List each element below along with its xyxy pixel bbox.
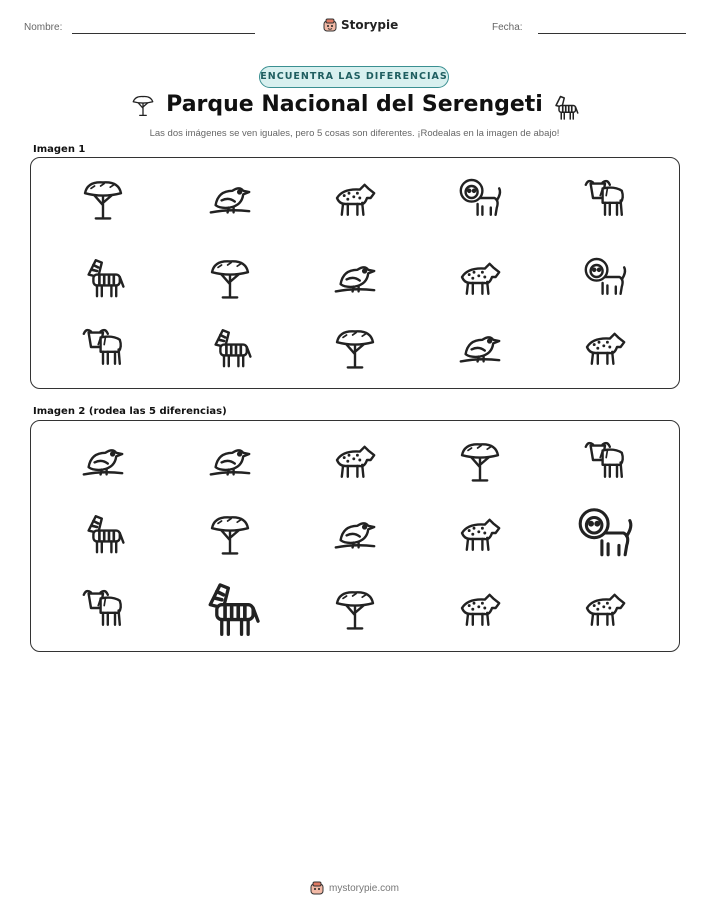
image2-hyena-icon[interactable]	[456, 584, 504, 632]
image2-hyena-icon[interactable]	[581, 584, 629, 632]
image2-hyena-icon[interactable]	[331, 436, 379, 484]
image1-lion-icon	[581, 253, 629, 301]
header	[0, 18, 709, 38]
image1-zebra-icon	[79, 253, 127, 301]
image1-bird-icon	[456, 323, 504, 371]
storypie-mascot-icon	[310, 881, 324, 895]
image2-bird-icon[interactable]	[206, 436, 254, 484]
name-field[interactable]	[72, 33, 255, 34]
image2-zebra-icon[interactable]	[79, 509, 127, 557]
footer-site: mystorypie.com	[328, 882, 399, 894]
image2-bird-icon[interactable]	[331, 509, 379, 557]
brand-logo	[323, 18, 398, 32]
image1-lion-icon	[456, 174, 504, 222]
image1-label: Imagen 1	[33, 144, 86, 155]
image2-zebra-icon[interactable]	[197, 575, 263, 641]
instructions: Las dos imágenes se ven iguales, pero 5 cosas son diferentes. ¡Rodealas en la imagen de abajo!	[149, 128, 560, 139]
image2-panel[interactable]	[30, 420, 680, 652]
image1-tree-icon	[331, 323, 379, 371]
name-label: Nombre:	[24, 22, 63, 33]
footer	[0, 881, 709, 895]
image2-wildebeest-icon[interactable]	[79, 584, 127, 632]
page-title: Parque Nacional del Serengeti	[166, 92, 543, 117]
date-label: Fecha:	[492, 22, 523, 33]
image1-wildebeest-icon	[581, 174, 629, 222]
image1-wildebeest-icon	[79, 323, 127, 371]
image1-bird-icon	[331, 253, 379, 301]
image1-tree-icon	[206, 253, 254, 301]
image1-zebra-icon	[206, 323, 254, 371]
image1-panel	[30, 157, 680, 389]
image1-tree-icon	[79, 174, 127, 222]
image2-bird-icon[interactable]	[79, 436, 127, 484]
storypie-mascot-icon	[323, 18, 337, 32]
image1-hyena-icon	[331, 174, 379, 222]
image2-tree-icon[interactable]	[331, 584, 379, 632]
image1-hyena-icon	[456, 253, 504, 301]
image2-tree-icon[interactable]	[456, 436, 504, 484]
image2-tree-icon[interactable]	[206, 509, 254, 557]
date-field[interactable]	[538, 33, 686, 34]
image2-wildebeest-icon[interactable]	[581, 436, 629, 484]
image1-hyena-icon	[581, 323, 629, 371]
brand-name: Storypie	[341, 18, 399, 32]
activity-tag: ENCUENTRA LAS DIFERENCIAS	[259, 66, 449, 88]
image2-hyena-icon[interactable]	[456, 509, 504, 557]
image2-label: Imagen 2 (rodea las 5 diferencias)	[33, 406, 227, 417]
image1-bird-icon	[206, 174, 254, 222]
image2-lion-icon[interactable]	[574, 502, 636, 564]
zebra-icon	[550, 92, 580, 122]
